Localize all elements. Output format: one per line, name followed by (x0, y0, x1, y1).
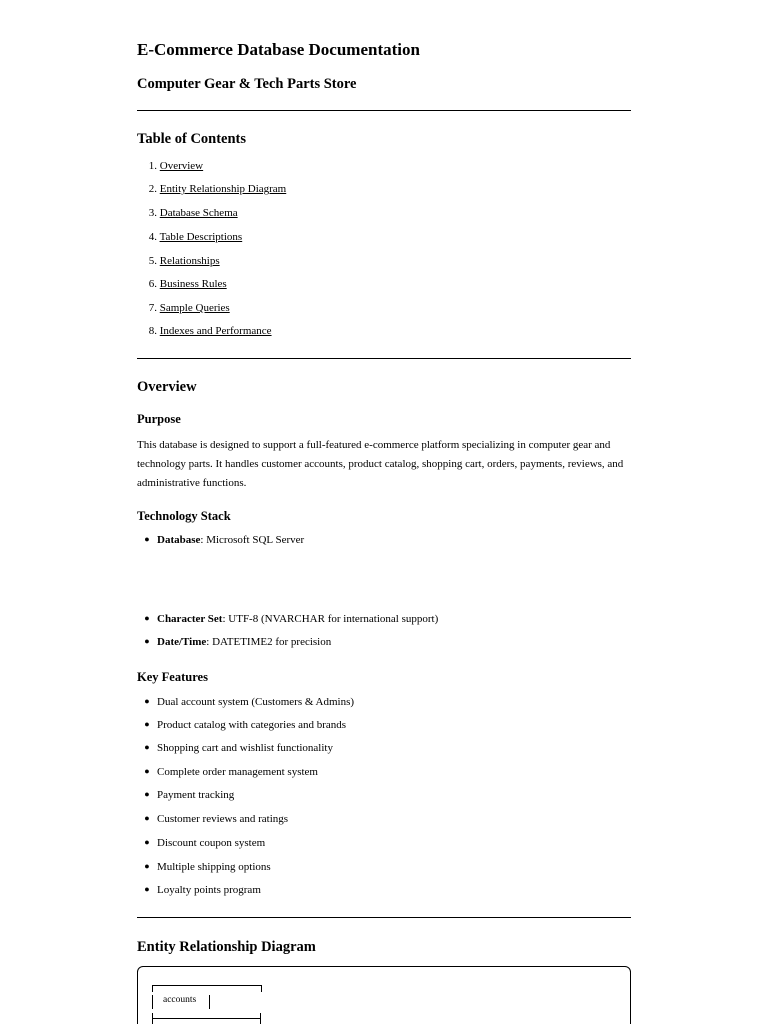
feature-text: Shopping cart and wishlist functionality (157, 742, 333, 754)
erd-heading: Entity Relationship Diagram (137, 939, 316, 955)
toc-link-schema[interactable]: Database Schema (159, 207, 238, 219)
toc-link-business-rules[interactable]: Business Rules (159, 278, 227, 290)
divider (137, 358, 631, 359)
overview-heading: Overview (137, 379, 197, 395)
feature-text: Complete order management system (157, 766, 318, 778)
list-item (137, 636, 331, 648)
toc-item (137, 207, 238, 219)
bullet-icon: ● (144, 837, 150, 847)
bullet-icon: ● (144, 789, 150, 799)
bullet-icon: ● (144, 813, 150, 823)
toc-number: 5. (148, 255, 157, 267)
toc-number: 7. (148, 302, 157, 314)
bullet-icon: ● (144, 696, 150, 706)
bullet-icon: ● (144, 534, 150, 544)
list-item (137, 884, 261, 896)
toc-item (137, 183, 286, 195)
feature-text: Product catalog with categories and brands (157, 719, 347, 731)
tech-key: Character Set (157, 613, 223, 625)
bullet-icon: ● (144, 766, 150, 776)
feature-text: Loyalty points program (157, 884, 261, 896)
toc-link-relationships[interactable]: Relationships (159, 255, 220, 267)
toc-item (137, 255, 220, 267)
tech-value: : DATETIME2 for precision (206, 636, 332, 648)
toc-number: 3. (148, 207, 157, 219)
tech-stack-heading: Technology Stack (137, 509, 231, 523)
erd-table-label: accounts (163, 995, 197, 1005)
list-item (137, 696, 354, 708)
list-item (137, 789, 234, 801)
bullet-icon: ● (144, 884, 150, 894)
feature-text: Dual account system (Customers & Admins) (157, 696, 355, 708)
toc-item (137, 325, 272, 337)
list-item (137, 742, 333, 754)
divider (137, 110, 631, 111)
key-features-heading: Key Features (137, 670, 208, 684)
erd-code-block (137, 966, 631, 1024)
tech-value: : UTF-8 (NVARCHAR for international support) (222, 613, 439, 625)
list-item (137, 534, 304, 546)
toc-link-erd[interactable]: Entity Relationship Diagram (159, 183, 287, 195)
purpose-heading: Purpose (137, 412, 181, 426)
bullet-icon: ● (144, 719, 150, 729)
erd-border (152, 995, 153, 1009)
toc-number: 1. (148, 160, 157, 172)
toc-item (137, 278, 227, 290)
erd-border (209, 995, 210, 1009)
feature-text: Discount coupon system (157, 837, 266, 849)
bullet-icon: ● (144, 742, 150, 752)
bullet-icon: ● (144, 613, 150, 623)
toc-item (137, 302, 230, 314)
list-item (137, 766, 318, 778)
erd-border (152, 1013, 153, 1024)
tech-key: Date/Time (157, 636, 207, 648)
list-item (137, 719, 346, 731)
feature-text: Payment tracking (157, 789, 235, 801)
toc-number: 4. (148, 231, 157, 243)
list-item (137, 613, 438, 625)
list-item (137, 813, 288, 825)
erd-border (152, 985, 262, 992)
list-item (137, 837, 265, 849)
page-subtitle: Computer Gear & Tech Parts Store (137, 76, 357, 92)
divider (137, 917, 631, 918)
tech-key: Database (157, 534, 201, 546)
purpose-paragraph: This database is designed to support a full-featured e-commerce platform specializing in computer gear and technology parts. It handles customer accounts, product catalog, shopping cart, orders, payments, reviews, and administrative functions. (137, 439, 624, 489)
tech-value: : Microsoft SQL Server (200, 534, 305, 546)
erd-border (260, 1013, 261, 1024)
toc-number: 2. (148, 183, 157, 195)
toc-link-indexes[interactable]: Indexes and Performance (159, 325, 272, 337)
erd-border (152, 1018, 260, 1019)
page-title: E-Commerce Database Documentation (137, 40, 420, 59)
feature-text: Customer reviews and ratings (157, 813, 289, 825)
toc-link-overview[interactable]: Overview (159, 160, 204, 172)
toc-link-sample-queries[interactable]: Sample Queries (159, 302, 230, 314)
erd-table-accounts (152, 985, 260, 1024)
feature-text: Multiple shipping options (157, 861, 271, 873)
list-item (137, 861, 271, 873)
toc-heading: Table of Contents (137, 131, 247, 147)
bullet-icon: ● (144, 861, 150, 871)
toc-item (137, 160, 203, 172)
toc-number: 8. (148, 325, 157, 337)
toc-number: 6. (148, 278, 157, 290)
bullet-icon: ● (144, 636, 150, 646)
toc-link-table-descriptions[interactable]: Table Descriptions (159, 231, 243, 243)
toc-item (137, 231, 242, 243)
